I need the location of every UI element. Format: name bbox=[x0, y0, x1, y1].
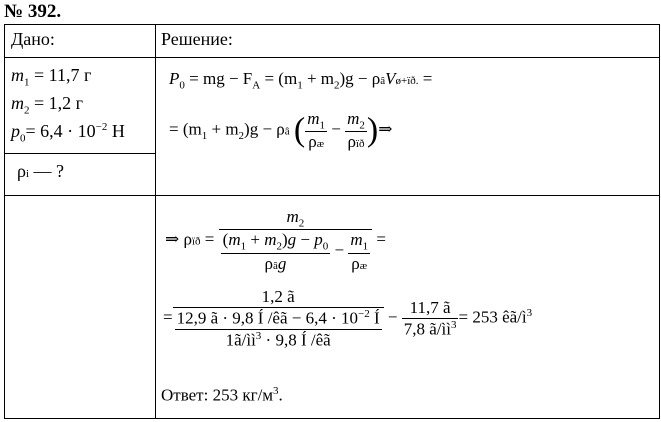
find-rho: ρi — ? bbox=[17, 161, 65, 181]
given-find-divider bbox=[5, 153, 155, 154]
given-m1: $m_1 = 11,7$ г bbox=[11, 65, 92, 89]
given-m2: $m_2 = 1,2$ г bbox=[11, 93, 84, 117]
answer-line: Ответ: 253 $кг/м^3$. bbox=[161, 385, 283, 405]
equation-line-2: = $(m_1 + m_2)g$ − ρâ ( $\frac{m_1}{\rho æ}$ − $\frac{m_2}{\text{ρïð}}$ )⇒ bbox=[169, 109, 393, 152]
given-p0: $p_0= 6,4 \cdot 10^{-2}$ Н bbox=[11, 121, 125, 145]
equation-line-1: $P_0$ = mg − $F_A = (m_1 + m_2)g$ − ρâVø+ïð. = bbox=[169, 69, 433, 92]
given-header: Дано: bbox=[11, 29, 55, 49]
column-divider bbox=[155, 25, 156, 418]
row-divider bbox=[5, 195, 659, 196]
equation-line-3: ⇒ ρïð = $m_2$ $\frac{(m_1 + m_2)g - p_0}{\text{ρâg}}$ − $\frac{m_1}{\rho æ}$ = bbox=[165, 207, 386, 273]
solution-header: Решение: bbox=[161, 29, 233, 49]
problem-number: № 392. bbox=[4, 1, 62, 22]
equation-line-4: = $\frac{1,2 ã}{\frac{12,9 ã \cdot 9,8 Í /êã - 6,4 \cdot 10^{-2} Í}{1ã/ìì^3 \cdot 9,8 Í /êã}}$ − $\frac{11,7 ã}{7,8 ã/ìì^3}$ = 253 $êã/ì^3$ bbox=[163, 287, 533, 350]
solution-table bbox=[4, 24, 660, 419]
header-row-divider bbox=[5, 57, 659, 58]
